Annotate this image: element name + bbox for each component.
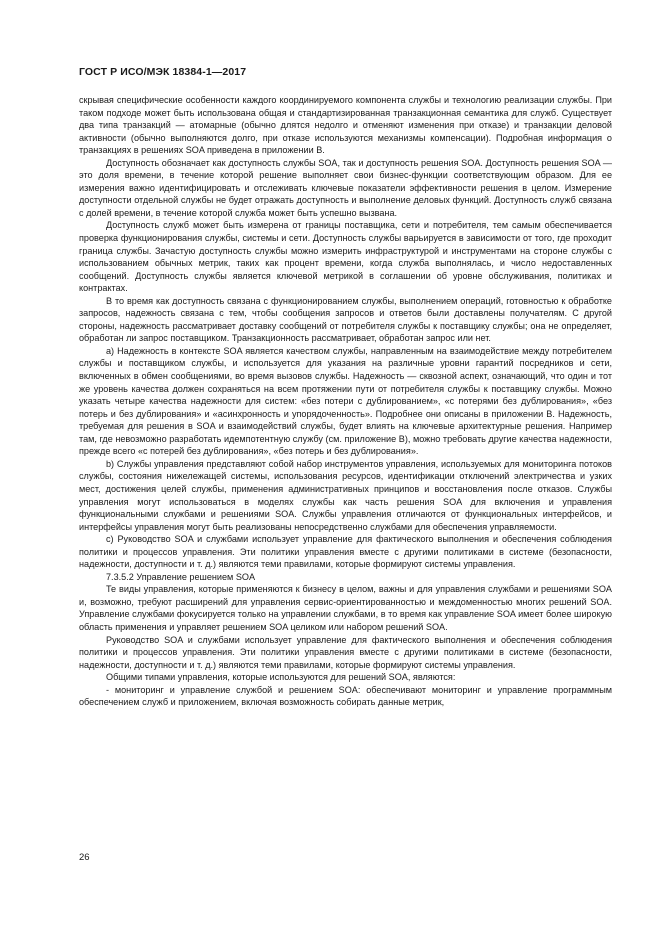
- paragraph-service-availability: Доступность служб может быть измерена от границы поставщика, сети и потребителя, тем самым обеспечивается проверка функционирования службы, системы и сети. Доступность службы варьируется в зависимости от того, где проходит граница службы. Зачастую доступность службы можно измерить инфраструктурой и инструментами на стороне службы с использованием обычных метрик, таких как процент времени, когда служба выполнялась, и число недоставленных сообщений. Доступность службы является ключевой метрикой в соглашении об уровне обслуживания, политиках и контрактах.: [79, 220, 612, 294]
- list-item-c-governance: c) Руководство SOA и службами использует управление для фактического выполнения и обеспечения соблюдения политики и процессов управления. Эти политики управления вместе с другими политиками в системе (безопасности, надежности, доступности и т. д.) являются теми правилами, которые формируют системы управления.: [79, 534, 612, 570]
- list-item-a-reliability: a) Надежность в контексте SOA является качеством службы, направленным на взаимодействие между потребителем службы и поставщиком службы, и используется для указания на различные уровни гарантий посредников и сети, включенных в обмен сообщениями, во время вызовов службы. Надежность — сквозной аспект, означающий, что один и тот же уровень качества должен сохраняться на всем протяжении пути от потребителя службы к поставщику службы. Можно указать четыре качества надежности для систем: «без потери с дублированием», «с потерями без дублирования», «без потерь и без дублирования» и «асинхронность и упорядоченность». Подробнее они описаны в приложении В. Надежность, требуемая для решения в SOA и взаимодействий службы, будет влиять на ключевые архитектурные решения. Например там, где невозможно разработать идемпотентную службу (см. приложение В), можно требовать другие качества надежности, прежде всего «с потерей без дублирования», «без потерь и без дублирования».: [79, 345, 612, 457]
- section-heading-7-3-5-2: 7.3.5.2 Управление решением SOA: [106, 571, 256, 582]
- list-item-b-management-services: b) Службы управления представляют собой набор инструментов управления, используемых для мониторинга потоков службы, состояния нижележащей системы, использования ресурсов, идентификации отключений электричества и узких мест, достижения целей службы, применения административных принципов и восстановления после отказов. Службы управления могут использоваться в моделях службы как часть решения SOA для включения и управления функциональными службами и решениями SOA. Службы управления отличаются от функциональных интерфейсов, и интерфейсы управления могут быть реализованы непосредственно службами для обеспечения управляемости.: [79, 458, 612, 532]
- paragraph-governance: Руководство SOA и службами использует управление для фактического выполнения и обеспечения соблюдения политики и процессов управления. Эти политики управления вместе с другими политиками в системе (безопасности, надежности, доступности и т. д.) являются теми правилами, которые формируют системы управления.: [79, 634, 612, 670]
- paragraph-common-types: Общими типами управления, которые используются для решений SOA, являются:: [106, 672, 456, 683]
- list-item-monitoring: - мониторинг и управление службой и решением SOA: обеспечивают мониторинг и управление программным обеспечением служб и приложением, включая возможность собирать данные метрик,: [79, 684, 612, 708]
- paragraph-management-types: Те виды управления, которые применяются к бизнесу в целом, важны и для управления службами и решениями SOA и, возможно, требуют расширений для управления сервис-ориентированностью и междоменностью многих решений SOA. Управление службами фокусируется только на управлении службами, в то время как управление SOA имеет более широкую область применения и управляет решением SOA целиком или набором решений SOA.: [79, 584, 612, 632]
- paragraph-reliability: В то время как доступность связана с функционированием службы, выполнением операций, готовностью к обработке запросов, надежность связана с тем, чтобы сообщения запросов и ответов были доставлены получателям. С другой стороны, надежность рассматривает доставку сообщений от потребителя службы к поставщику службы; она не определяет, обработан ли запрос поставщиком. Транзакционность рассматривает, обработан запрос или нет.: [79, 295, 612, 344]
- paragraph-availability: Доступность обозначает как доступность службы SOA, так и доступность решения SOA. Доступность решения SOA — это доля времени, в течение которой решение выполняет свои бизнес-функции соответствующим образом. Для ее измерения важно идентифицировать и отслеживать ключевые показатели эффективности решения в целом. Измерение доступности отдельной службы не будет отражать доступность и выполнение деловых функций. Доступность служб связана с долей времени, в течение которой служба может быть успешно вызвана.: [79, 157, 612, 218]
- page-number: 26: [79, 852, 90, 863]
- paragraph-transaction-continuation: скрывая специфические особенности каждого координируемого компонента службы и технологию реализации службы. При таком подходе может быть использована общая и стандартизированная транзакционная семантика для служб. Существует два типа транзакций — атомарные (обычно длятся недолго и отменяют изменения при отказе) и транзакции деловой активности (обычно выполняются долго, при отказе используются механизмы компенсации). Подробная информация о транзакциях в решениях SOA приведена в приложении В.: [79, 95, 612, 156]
- document-body: [79, 94, 612, 709]
- document-header: ГОСТ Р ИСО/МЭК 18384-1—2017: [79, 66, 247, 78]
